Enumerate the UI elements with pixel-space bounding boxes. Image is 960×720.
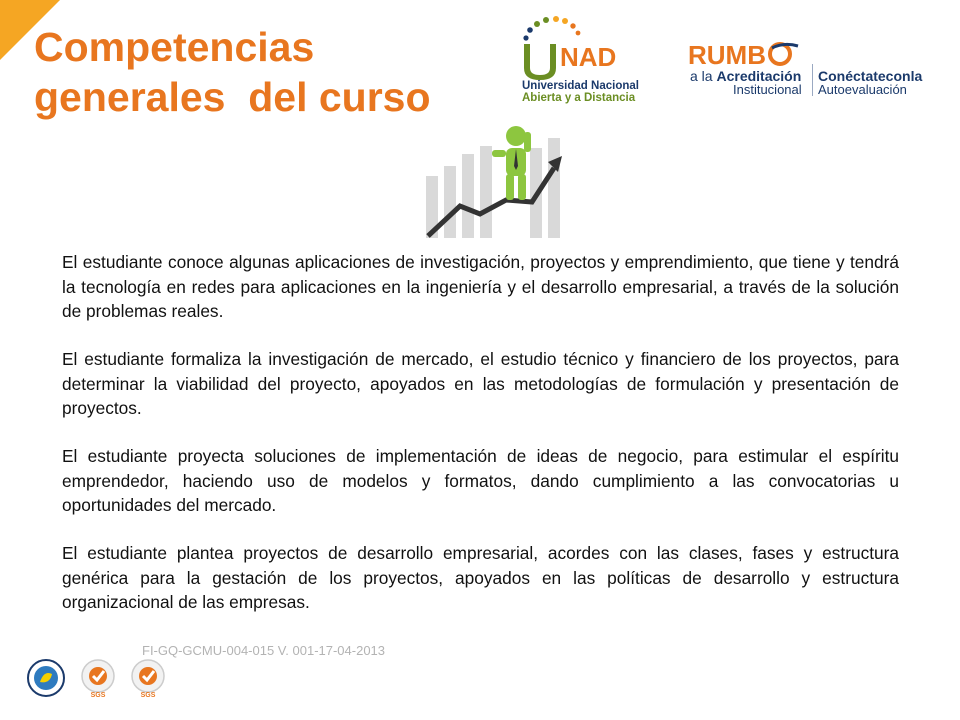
competency-paragraph-3: El estudiante proyecta soluciones de implementación de ideas de negocio, para estimular el espíritu emprendedor, haciendo uso de modelos y formatos, dando cumplimiento a las convocatorias u oportunidades del mercado. bbox=[62, 446, 899, 515]
sgs-badge-1-text: SGS bbox=[90, 692, 106, 698]
rumbo-logo bbox=[688, 36, 808, 72]
unad-wordmark: NAD bbox=[560, 42, 617, 72]
competencies-body bbox=[62, 250, 899, 638]
unad-subtitle-line-1: Universidad Nacional bbox=[522, 80, 639, 92]
competency-paragraph-2: El estudiante formaliza la investigación de mercado, el estudio técnico y financiero de los proyectos, para determinar la viabilidad del proyecto, apoyados en las metodologías de formulación y presentación de proyectos. bbox=[62, 349, 899, 418]
sgs-certification-badge-2 bbox=[128, 658, 168, 698]
competency-paragraph-1: El estudiante conoce algunas aplicaciones de investigación, proyectos y emprendimiento, que tiene y tendrá la tecnología en redes para aplicaciones en la ingeniería y el desarrollo empresarial, a través de la solución de problemas reales. bbox=[62, 252, 899, 321]
rumbo-line-1-prefix: a la bbox=[690, 68, 717, 84]
page-title bbox=[34, 22, 431, 122]
unad-subtitle-line-2: Abierta y a Distancia bbox=[522, 92, 636, 104]
title-line-1: Competencias bbox=[34, 24, 315, 70]
title-line-2: generales del curso bbox=[34, 74, 431, 120]
figure-icon bbox=[492, 126, 531, 200]
competency-paragraph-4: El estudiante plantea proyectos de desarrollo empresarial, acordes con las clases, fases y estructura genérica para la gestación de los proyectos, apoyados en las políticas de desarrollo y estructura organizacional de las empresas. bbox=[62, 543, 899, 612]
document-code: FI-GQ-GCMU-004-015 V. 001-17-04-2013 bbox=[142, 643, 386, 658]
colombia-seal-icon bbox=[26, 658, 66, 698]
conectate-line-1: Conéctateconla bbox=[818, 68, 923, 84]
unad-subtitle bbox=[522, 80, 652, 104]
rumbo-line-2: Institucional bbox=[733, 82, 802, 97]
rumbo-wordmark: RUMB bbox=[688, 40, 766, 70]
sgs-certification-badge-1 bbox=[78, 658, 118, 698]
unad-dots-arc bbox=[523, 16, 580, 41]
unad-u-letter bbox=[524, 44, 556, 80]
sgs-badge-2-text: SGS bbox=[140, 692, 156, 698]
growth-chart-illustration bbox=[420, 118, 580, 240]
conectate-line-2: Autoevaluación bbox=[818, 82, 907, 97]
logo-divider bbox=[812, 64, 813, 96]
rumbo-line-1-bold: Acreditación bbox=[716, 68, 802, 84]
